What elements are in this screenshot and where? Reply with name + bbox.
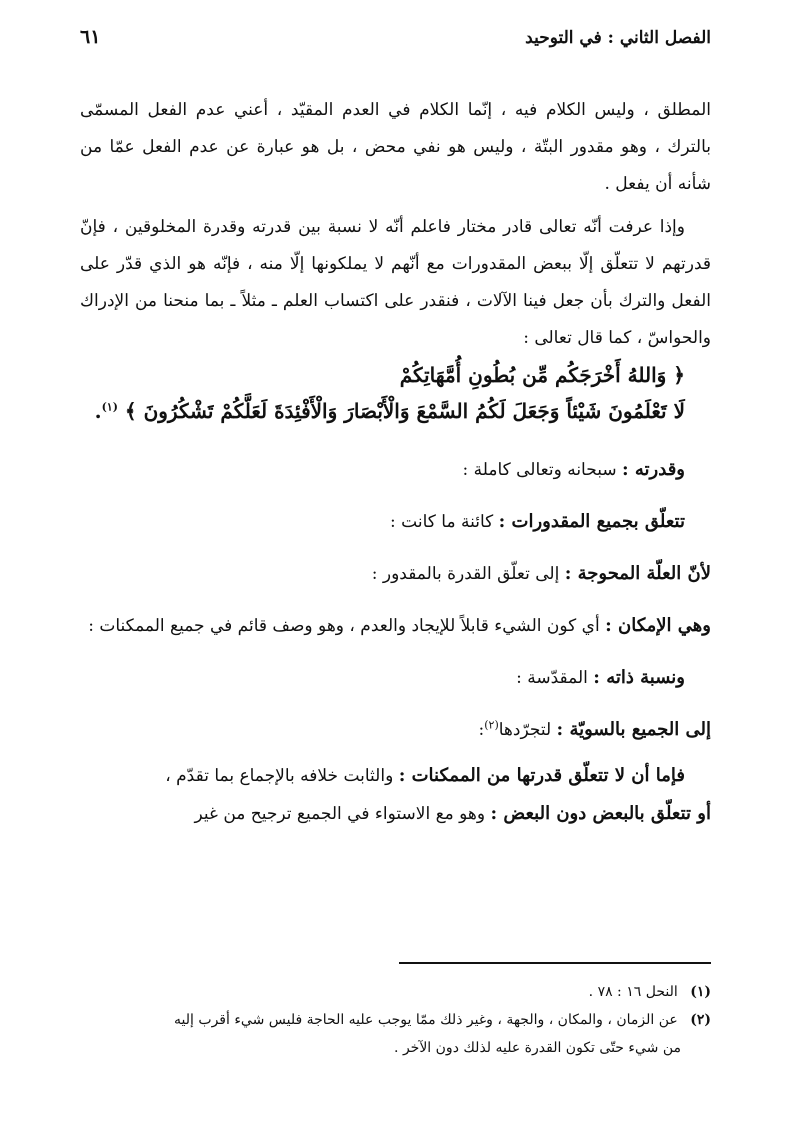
- entry-imkan: [80, 607, 711, 645]
- entry-qudratuhu-heading: وقدرته :: [621, 459, 685, 480]
- footnote-2-text: عن الزمان ، والمكان ، والجهة ، وغير ذلك ممّا يوجب عليه الحاجة فليس شيء أقرب إليه: [174, 1012, 678, 1028]
- entry-imma: [80, 757, 711, 795]
- footnote-2-continuation: من شيء حتّى تكون القدرة عليه لذلك دون الآخر .: [394, 1040, 681, 1056]
- entry-tataallaq: [80, 503, 711, 541]
- entry-nisba-text: المقدّسة :: [516, 668, 588, 688]
- entry-imkan-heading: وهي الإمكان :: [605, 615, 711, 636]
- entry-illa: [80, 555, 711, 593]
- footnote-ref-1: (١): [101, 400, 118, 414]
- entry-sawiyya-tail: :: [478, 720, 485, 740]
- chapter-title: الفصل الثاني : في التوحيد: [525, 28, 711, 48]
- paragraph-2: [80, 209, 711, 429]
- entry-nisba-heading: ونسبة ذاته :: [593, 667, 685, 688]
- footnote-2-number: (٢): [690, 1012, 711, 1028]
- entry-qudratuhu-text: سبحانه وتعالى كاملة :: [462, 460, 617, 480]
- entry-sawiyya: [80, 711, 711, 749]
- entry-nisba: [80, 659, 711, 697]
- entry-qudratuhu: [80, 451, 711, 489]
- footnote-1-text: النحل ١٦ : ٧٨ .: [588, 984, 678, 1000]
- footnotes: [80, 978, 711, 1062]
- paragraph-2-text: وإذا عرفت أنّه تعالى قادر مختار فاعلم أنّه لا نسبة بين قدرته وقدرة المخلوقين ، فإنّ قدرتهم لا تتعلّق إلّا ببعض المقدورات مع أنّهم لا يملكونها إلّا منه ، فإنّه هو الذي قدّر على الفعل والترك بأن جعل فينا الآلات ، فنقدر على اكتساب العلم ـ مثلاً ـ بما منحنا من الإدراك والحواسّ ، كما قال تعالى :: [80, 217, 711, 348]
- entry-sawiyya-text: لتجرّدها: [498, 720, 552, 740]
- page-header: [80, 28, 711, 58]
- footnote-1-number: (١): [690, 984, 711, 1000]
- footnote-2: [80, 1006, 711, 1034]
- entry-baad-text: وهو مع الاستواء في الجميع ترجيح من غير: [194, 804, 486, 824]
- footnote-1: [80, 978, 711, 1006]
- entry-imma-text: والثابت خلافه بالإجماع بما تقدّم ،: [165, 766, 394, 786]
- entry-illa-heading: لأنّ العلّة المحوجة :: [564, 563, 711, 584]
- quran-verse-line-1: ﴿ وَاللهُ أَخْرَجَكُم مِّن بُطُونِ أُمَّهَاتِكُمْ: [399, 363, 685, 387]
- footnote-ref-2: (٢): [484, 718, 499, 732]
- footnote-divider: [399, 962, 711, 964]
- entry-sawiyya-heading: إلى الجميع بالسويّة :: [556, 719, 711, 740]
- entry-imkan-text: أي كون الشيء قابلاً للإيجاد والعدم ، وهو وصف قائم في جميع الممكنات :: [88, 616, 600, 636]
- entry-imma-heading: فإما أن لا تتعلّق قدرتها من الممكنات :: [398, 765, 685, 786]
- quran-verse-text: لَا تَعْلَمُونَ شَيْئاً وَجَعَلَ لَكُمُ السَّمْعَ وَالْأَبْصَارَ وَالْأَفْئِدَةَ لَعَلَّكُمْ تَشْكُرُونَ ﴾: [124, 399, 685, 423]
- entry-baad-heading: أو تتعلّق بالبعض دون البعض :: [490, 803, 711, 824]
- quran-verse-line-2: [80, 393, 711, 429]
- entry-illa-text: إلى تعلّق القدرة بالمقدور :: [371, 564, 560, 584]
- book-page: [80, 28, 711, 1083]
- paragraph-1: المطلق ، وليس الكلام فيه ، إنّما الكلام في العدم المقيّد ، أعني عدم الفعل المسمّى بالترك ، وهو مقدور البتّة ، وليس هو نفي محض ، بل هو عبارة عن عدم الفعل عمّا من شأنه أن يفعل .: [80, 100, 711, 194]
- entry-tataallaq-heading: تتعلّق بجميع المقدورات :: [498, 511, 685, 532]
- entry-tataallaq-text: كائنة ما كانت :: [390, 512, 494, 532]
- verse-end-dot: .: [94, 399, 102, 423]
- entry-baad: [80, 795, 711, 833]
- page-number: ٦١: [80, 26, 101, 48]
- main-text: [80, 92, 711, 833]
